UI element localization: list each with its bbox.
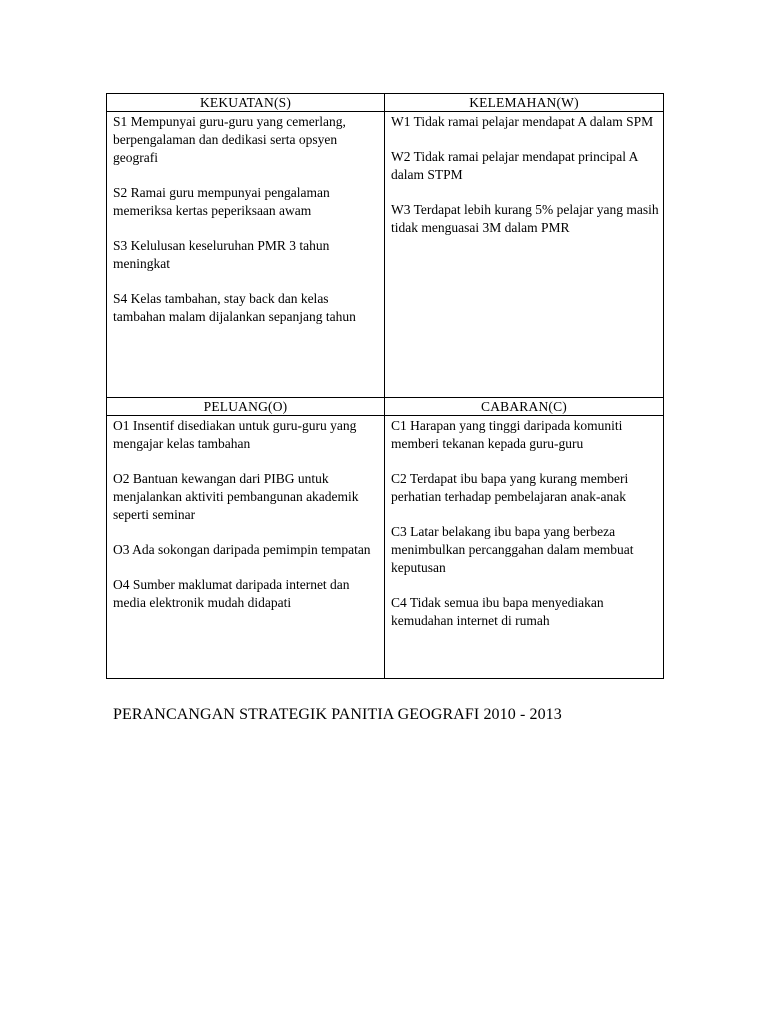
- threat-item-c2: C2 Terdapat ibu bapa yang kurang memberi perhatian terhadap pembelajaran anak-anak: [391, 471, 629, 504]
- weaknesses-heading: KELEMAHAN(W): [385, 94, 664, 112]
- weakness-item-w2: W2 Tidak ramai pelajar mendapat principal A dalam STPM: [391, 149, 638, 182]
- threats-cell: [385, 416, 664, 679]
- threat-item-c4: C4 Tidak semua ibu bapa menyediakan kemudahan internet di rumah: [391, 595, 604, 628]
- threat-item-c1: C1 Harapan yang tinggi daripada komuniti memberi tekanan kepada guru-guru: [391, 418, 623, 451]
- swot-header-row-top: [107, 94, 664, 112]
- strength-item-s2: S2 Ramai guru mempunyai pengalaman memeriksa kertas peperiksaan awam: [113, 185, 330, 218]
- threat-item-c3: C3 Latar belakang ibu bapa yang berbeza menimbulkan percanggahan dalam membuat keputusan: [391, 524, 634, 575]
- opportunity-item-o1: O1 Insentif disediakan untuk guru-guru yang mengajar kelas tambahan: [113, 418, 357, 451]
- document-title: PERANCANGAN STRATEGIK PANITIA GEOGRAFI 2010 - 2013: [113, 706, 562, 723]
- strength-item-s3: S3 Kelulusan keseluruhan PMR 3 tahun meningkat: [113, 238, 330, 271]
- strength-item-s4: S4 Kelas tambahan, stay back dan kelas tambahan malam dijalankan sepanjang tahun: [113, 291, 356, 324]
- strength-item-s1: S1 Mempunyai guru-guru yang cemerlang, berpengalaman dan dedikasi serta opsyen geografi: [113, 114, 346, 165]
- weakness-item-w3: W3 Terdapat lebih kurang 5% pelajar yang masih tidak menguasai 3M dalam PMR: [391, 202, 659, 235]
- weakness-item-w1: W1 Tidak ramai pelajar mendapat A dalam SPM: [391, 114, 654, 129]
- strengths-cell: [107, 112, 385, 398]
- weaknesses-cell: [385, 112, 664, 398]
- opportunity-item-o4: O4 Sumber maklumat daripada internet dan media elektronik mudah didapati: [113, 577, 350, 610]
- opportunity-item-o2: O2 Bantuan kewangan dari PIBG untuk menjalankan aktiviti pembangunan akademik seperti seminar: [113, 471, 359, 522]
- swot-table: [106, 93, 664, 679]
- opportunities-heading: PELUANG(O): [107, 398, 385, 416]
- swot-body-row-top: [107, 112, 664, 398]
- opportunity-item-o3: O3 Ada sokongan daripada pemimpin tempatan: [113, 542, 371, 557]
- strengths-heading: KEKUATAN(S): [107, 94, 385, 112]
- swot-body-row-bottom: [107, 416, 664, 679]
- swot-header-row-bottom: [107, 398, 664, 416]
- threats-heading: CABARAN(C): [385, 398, 664, 416]
- opportunities-cell: [107, 416, 385, 679]
